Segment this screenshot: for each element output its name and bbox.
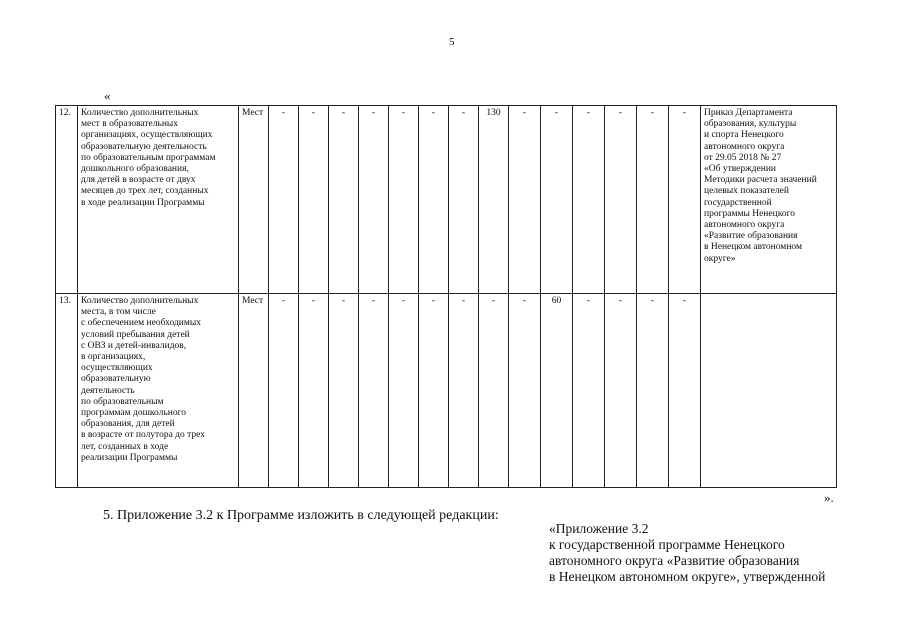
unit-cell: Мест <box>239 294 269 488</box>
value-cell: 130 <box>479 106 509 294</box>
value-cell: - <box>359 106 389 294</box>
value-cell: - <box>573 294 605 488</box>
value-cell: - <box>669 294 701 488</box>
value-cell: - <box>479 294 509 488</box>
value-cell: - <box>605 106 637 294</box>
value-cell: - <box>605 294 637 488</box>
indicator-description: Количество дополнительных мест в образовательных организациях, осуществляющих образовательную деятельность по образовательным программам дошкольного образования, для детей в возрасте от двух месяцев до трех лет, созданных в ходе реализации Программы <box>78 106 239 294</box>
source-document <box>701 294 837 488</box>
value-cell: - <box>329 294 359 488</box>
unit-cell: Мест <box>239 106 269 294</box>
indicator-description: Количество дополнительных места, в том числе с обеспечением необходимых условий пребывания детей с ОВЗ и детей-инвалидов, в организациях, осуществляющих образовательную деятельность по образовательным программам дошкольного образования, для детей в возрасте от полутора до трех лет, созданных в ходе реализации Программы <box>78 294 239 488</box>
value-cell: - <box>541 106 573 294</box>
value-cell: - <box>389 294 419 488</box>
table-row <box>56 106 837 294</box>
closing-quote: ». <box>824 490 834 505</box>
source-document: Приказ Департамента образования, культуры и спорта Ненецкого автономного округа от 29.05 2018 № 27 «Об утверждении Методики расчета значений целевых показателей государственной программы Ненецкого автономного округа «Развитие образования в Ненецком автономном округе» <box>701 106 837 294</box>
value-cell: - <box>573 106 605 294</box>
value-cell: - <box>329 106 359 294</box>
value-cell: - <box>449 106 479 294</box>
value-cell: - <box>509 294 541 488</box>
value-cell: - <box>269 294 299 488</box>
value-cell: - <box>419 294 449 488</box>
amendment-paragraph: 5. Приложение 3.2 к Программе изложить в следующей редакции: <box>103 508 499 523</box>
table-row <box>56 294 837 488</box>
value-cell: - <box>299 294 329 488</box>
value-cell: 60 <box>541 294 573 488</box>
value-cell: - <box>299 106 329 294</box>
value-cell: - <box>637 106 669 294</box>
appendix-header: «Приложение 3.2 к государственной программе Ненецкого автономного округа «Развитие образования в Ненецком автономном округе», утвержденной <box>549 521 826 584</box>
page-number: 5 <box>449 36 455 48</box>
value-cell: - <box>419 106 449 294</box>
row-number: 13. <box>56 294 78 488</box>
value-cell: - <box>449 294 479 488</box>
indicators-table <box>55 105 837 488</box>
opening-quote: « <box>104 88 111 103</box>
value-cell: - <box>359 294 389 488</box>
row-number: 12. <box>56 106 78 294</box>
value-cell: - <box>389 106 419 294</box>
value-cell: - <box>637 294 669 488</box>
value-cell: - <box>509 106 541 294</box>
value-cell: - <box>269 106 299 294</box>
value-cell: - <box>669 106 701 294</box>
